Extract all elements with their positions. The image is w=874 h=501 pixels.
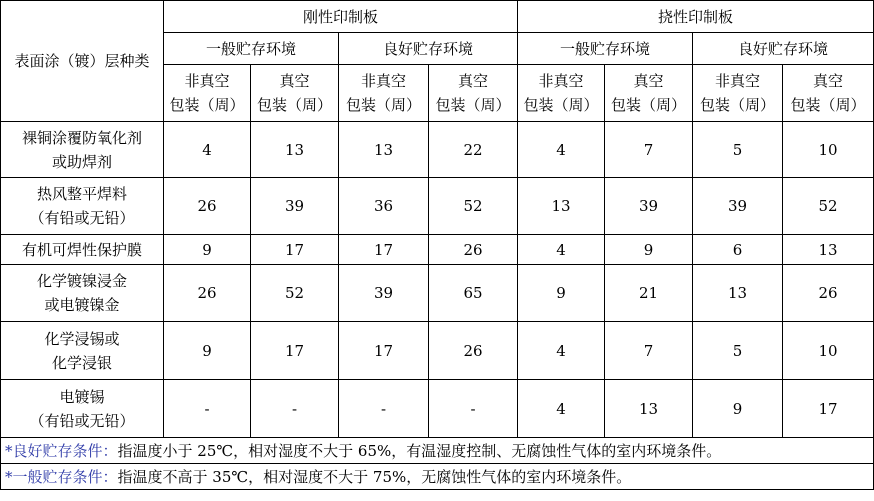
cell-value: 4 [518,122,605,178]
header-group-flex: 挠性印制板 [518,1,874,33]
header-packaging: 真空 包装（周） [251,65,339,122]
note-key: *良好贮存条件： [5,441,118,460]
cell-value: 4 [518,235,605,265]
header-packaging: 真空 包装（周） [783,65,874,122]
header-env: 良好贮存环境 [693,33,874,65]
cell-value: 26 [164,178,251,235]
table-row [1,265,874,322]
header-env: 一般贮存环境 [518,33,693,65]
cell-value: 4 [164,122,251,178]
table-row [1,178,874,235]
row-label: 化学浸锡或 化学浸银 [1,322,164,380]
row-label: 电镀锡 （有铅或无铅） [1,380,164,438]
header-corner: 表面涂（镀）层种类 [1,1,164,122]
cell-value: - [164,380,251,438]
cell-value: 52 [251,265,339,322]
cell-value: 9 [693,380,783,438]
row-label: 裸铜涂覆防氧化剂 或助焊剂 [1,122,164,178]
cell-value: 52 [429,178,518,235]
cell-value: 9 [164,235,251,265]
cell-value: 65 [429,265,518,322]
cell-value: 5 [693,322,783,380]
cell-value: 17 [251,235,339,265]
cell-value: 39 [339,265,429,322]
header-row-groups [1,1,874,33]
cell-value: 13 [251,122,339,178]
cell-value: 26 [164,265,251,322]
table-row [1,380,874,438]
header-packaging: 真空 包装（周） [429,65,518,122]
cell-value: 10 [783,322,874,380]
header-packaging: 真空 包装（周） [605,65,693,122]
note-key: *一般贮存条件： [5,467,118,486]
note-text: 指温度不高于 35℃，相对湿度不大于 75%，无腐蚀性气体的室内环境条件。 [117,467,632,486]
cell-value: 13 [605,380,693,438]
cell-value: 9 [605,235,693,265]
table-row [1,122,874,178]
row-label: 热风整平焊料 （有铅或无铅） [1,178,164,235]
header-packaging: 非真空 包装（周） [164,65,251,122]
cell-value: 39 [605,178,693,235]
cell-value: 13 [783,235,874,265]
note-row [1,438,874,464]
cell-value: 36 [339,178,429,235]
cell-value: 17 [783,380,874,438]
cell-value: - [429,380,518,438]
header-group-rigid: 刚性印制板 [164,1,518,33]
cell-value: 7 [605,122,693,178]
note-text: 指温度小于 25℃，相对湿度不大于 65%，有温湿度控制、无腐蚀性气体的室内环境条件。 [117,441,722,460]
cell-value: 39 [693,178,783,235]
cell-value: 13 [518,178,605,235]
header-packaging: 非真空 包装（周） [339,65,429,122]
cell-value: 21 [605,265,693,322]
cell-value: 26 [429,322,518,380]
cell-value: 5 [693,122,783,178]
table-row [1,235,874,265]
cell-value: 13 [693,265,783,322]
cell-value: 17 [339,235,429,265]
cell-value: 9 [518,265,605,322]
row-label: 有机可焊性保护膜 [1,235,164,265]
cell-value: 10 [783,122,874,178]
header-env: 良好贮存环境 [339,33,518,65]
header-packaging: 非真空 包装（周） [693,65,783,122]
cell-value: 39 [251,178,339,235]
cell-value: 4 [518,380,605,438]
cell-value: 26 [429,235,518,265]
cell-value: 9 [164,322,251,380]
cell-value: 26 [783,265,874,322]
cell-value: 22 [429,122,518,178]
cell-value: 13 [339,122,429,178]
cell-value: - [339,380,429,438]
cell-value: 17 [339,322,429,380]
note-row [1,464,874,490]
cell-value: - [251,380,339,438]
header-packaging: 非真空 包装（周） [518,65,605,122]
cell-value: 17 [251,322,339,380]
table-row [1,322,874,380]
note-good-storage [1,438,874,464]
cell-value: 7 [605,322,693,380]
row-label: 化学镀镍浸金 或电镀镍金 [1,265,164,322]
cell-value: 4 [518,322,605,380]
note-general-storage [1,464,874,490]
header-env: 一般贮存环境 [164,33,339,65]
cell-value: 6 [693,235,783,265]
cell-value: 52 [783,178,874,235]
